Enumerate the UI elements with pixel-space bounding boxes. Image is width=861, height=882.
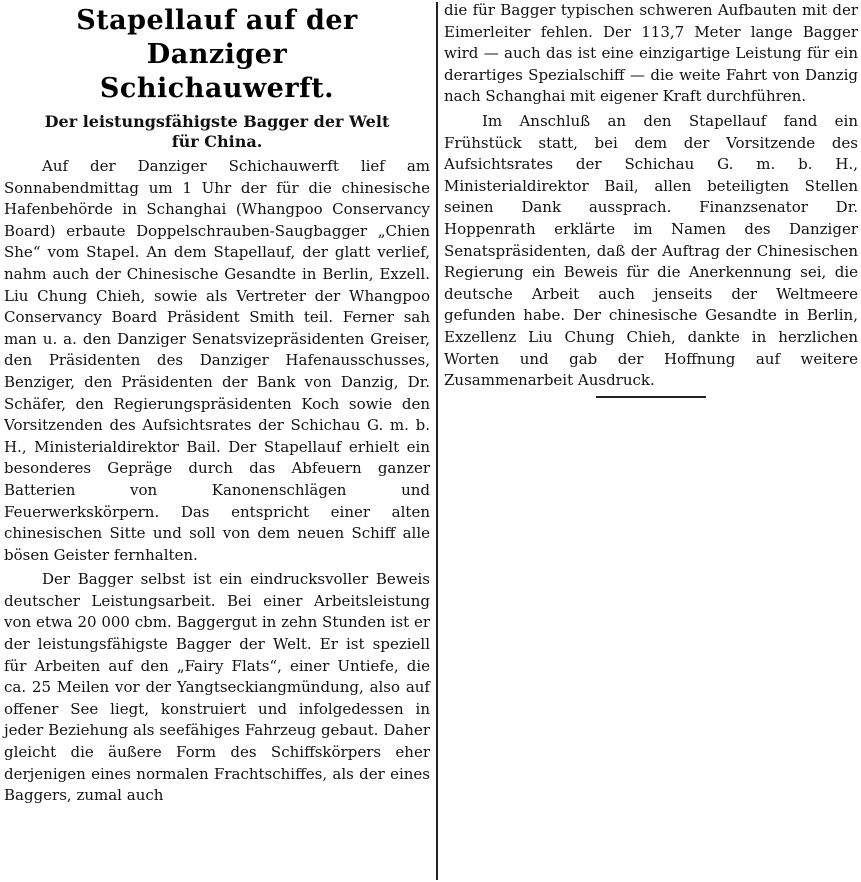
headline-line-1: Stapellauf auf der Danziger — [76, 5, 358, 70]
body-paragraph: Der Bagger selbst ist ein eindrucksvoller Beweis deutscher Leistungsarbeit. Bei einer Arbeitsleistung von etwa 20 000 cbm. Baggergut in zehn Stunden ist er der leistungsfähigste Bagger der Welt. Er ist speziell für Arbeiten auf den „Fairy Flats“, einer Untiefe, die ca. 25 Meilen vor der Yangtseckiangmündung, also auf offener See liegt, konstruiert und infolgedessen in jeder Beziehung als seefähiges Fahrzeug gebaut. Daher gleicht die äußere Form des Schiffskörpers eher derjenigen eines normalen Frachtschiffes, als der eines Baggers, zumal auch — [4, 570, 430, 805]
subheadline — [4, 112, 430, 152]
left-column — [4, 0, 430, 807]
body-paragraph: Im Anschluß an den Stapellauf fand ein Frühstück statt, bei dem der Vorsitzende des Aufsichtsrates der Schichau G. m. b. H., Ministerialdirektor Bail, allen beteiligten Stellen seinen Dank aussprach. Finanzsenator Dr. Hoppenrath erklärte im Namen des Danziger Senatspräsidenten, daß der Auftrag der Chinesischen Regierung ein Beweis für die Anerkennung sei, die deutsche Arbeit auch jenseits der Weltmeere gefunden habe. Der chinesische Gesandte in Berlin, Exzellenz Liu Chung Chieh, dankte in herzlichen Worten und gab der Hoffnung auf weitere Zusammenarbeit Ausdruck. — [444, 111, 858, 390]
column-divider — [436, 2, 438, 880]
headline — [4, 4, 430, 106]
subheadline-line-2: für China. — [171, 132, 263, 151]
body-paragraph-continued: die für Bagger typischen schweren Aufbauten mit der Eimerleiter fehlen. Der 113,7 Meter lange Bagger wird — auch das ist eine einzigartige Leistung für ein derartiges Spezialschiff — die weite Fahrt von Danzig nach Schanghai mit eigener Kraft durchführen. — [444, 1, 858, 106]
right-column — [444, 0, 858, 398]
headline-line-2: Schichauwerft. — [99, 73, 335, 104]
subheadline-line-1: Der leistungsfähigste Bagger der Welt — [44, 112, 390, 131]
article-end-rule — [596, 396, 706, 398]
body-paragraph: Auf der Danziger Schichauwerft lief am Sonnabendmittag um 1 Uhr der für die chinesische Hafenbehörde in Schanghai (Whangpoo Conservancy Board) erbaute Doppelschrauben-Saugbagger „Chien She“ vom Stapel. An dem Stapellauf, der glatt verlief, nahm auch der Chinesische Gesandte in Berlin, Exzell. Liu Chung Chieh, sowie als Vertreter der Whangpoo Conservancy Board Präsident Smith teil. Ferner sah man u. a. den Danziger Senatsvizepräsidenten Greiser, den Präsidenten des Danziger Hafenausschusses, Benziger, den Präsidenten der Bank von Danzig, Dr. Schäfer, den Regierungspräsidenten Koch sowie den Vorsitzenden des Aufsichtsrates der Schichau G. m. b. H., Ministerialdirektor Bail. Der Stapellauf erhielt ein besonderes Gepräge durch das Abfeuern ganzer Batterien von Kanonenschlägen und Feuerwerkskörpern. Das entspricht einer alten chinesischen Sitte und soll von dem neuen Schiff alle bösen Geister fernhalten. — [4, 157, 430, 564]
